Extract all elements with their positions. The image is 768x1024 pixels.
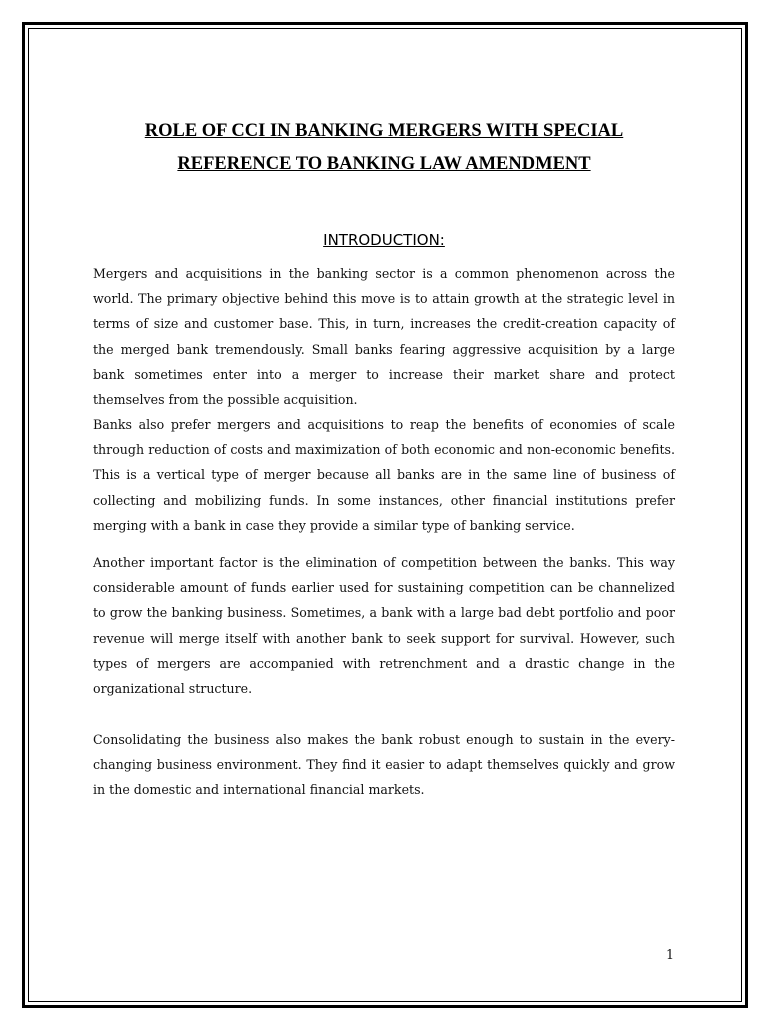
paragraph-3: Another important factor is the elimination of competition between the banks. This way considerable amount of funds earlier used for sustaining competition can be channelized to grow the banking business. Sometimes, a bank with a large bad debt portfolio and poor revenue will merge itself with another bank to seek support for survival. However, such types of mergers are accompanied with retrenchment and a drastic change in the organizational structure. — [93, 555, 675, 697]
page-number: 1 — [665, 947, 674, 962]
paragraph-2: Banks also prefer mergers and acquisitions to reap the benefits of economies of scale through reduction of costs and maximization of both economic and non-economic benefits. This is a vertical type of merger because all banks are in the same line of business of collecting and mobilizing funds. In some instances, other financial institutions prefer merging with a bank in case they provide a similar type of banking service. — [93, 417, 675, 533]
paragraph-4: Consolidating the business also makes the bank robust enough to sustain in the every-changing business environment. They find it easier to adapt themselves quickly and grow in the domestic and international financial markets. — [93, 732, 675, 798]
document-title-line-2: REFERENCE TO BANKING LAW AMENDMENT — [177, 154, 591, 174]
section-heading-introduction: INTRODUCTION: — [323, 231, 445, 249]
paragraph-1: Mergers and acquisitions in the banking sector is a common phenomenon across the world. The primary objective behind this move is to attain growth at the strategic level in terms of size and customer base. This, in turn, increases the credit-creation capacity of the merged bank tremendously. Small banks fearing aggressive acquisition by a large bank sometimes enter into a merger to increase their market share and protect themselves from the possible acquisition. — [93, 266, 675, 408]
document-title-line-1: ROLE OF CCI IN BANKING MERGERS WITH SPECIAL — [144, 121, 624, 141]
